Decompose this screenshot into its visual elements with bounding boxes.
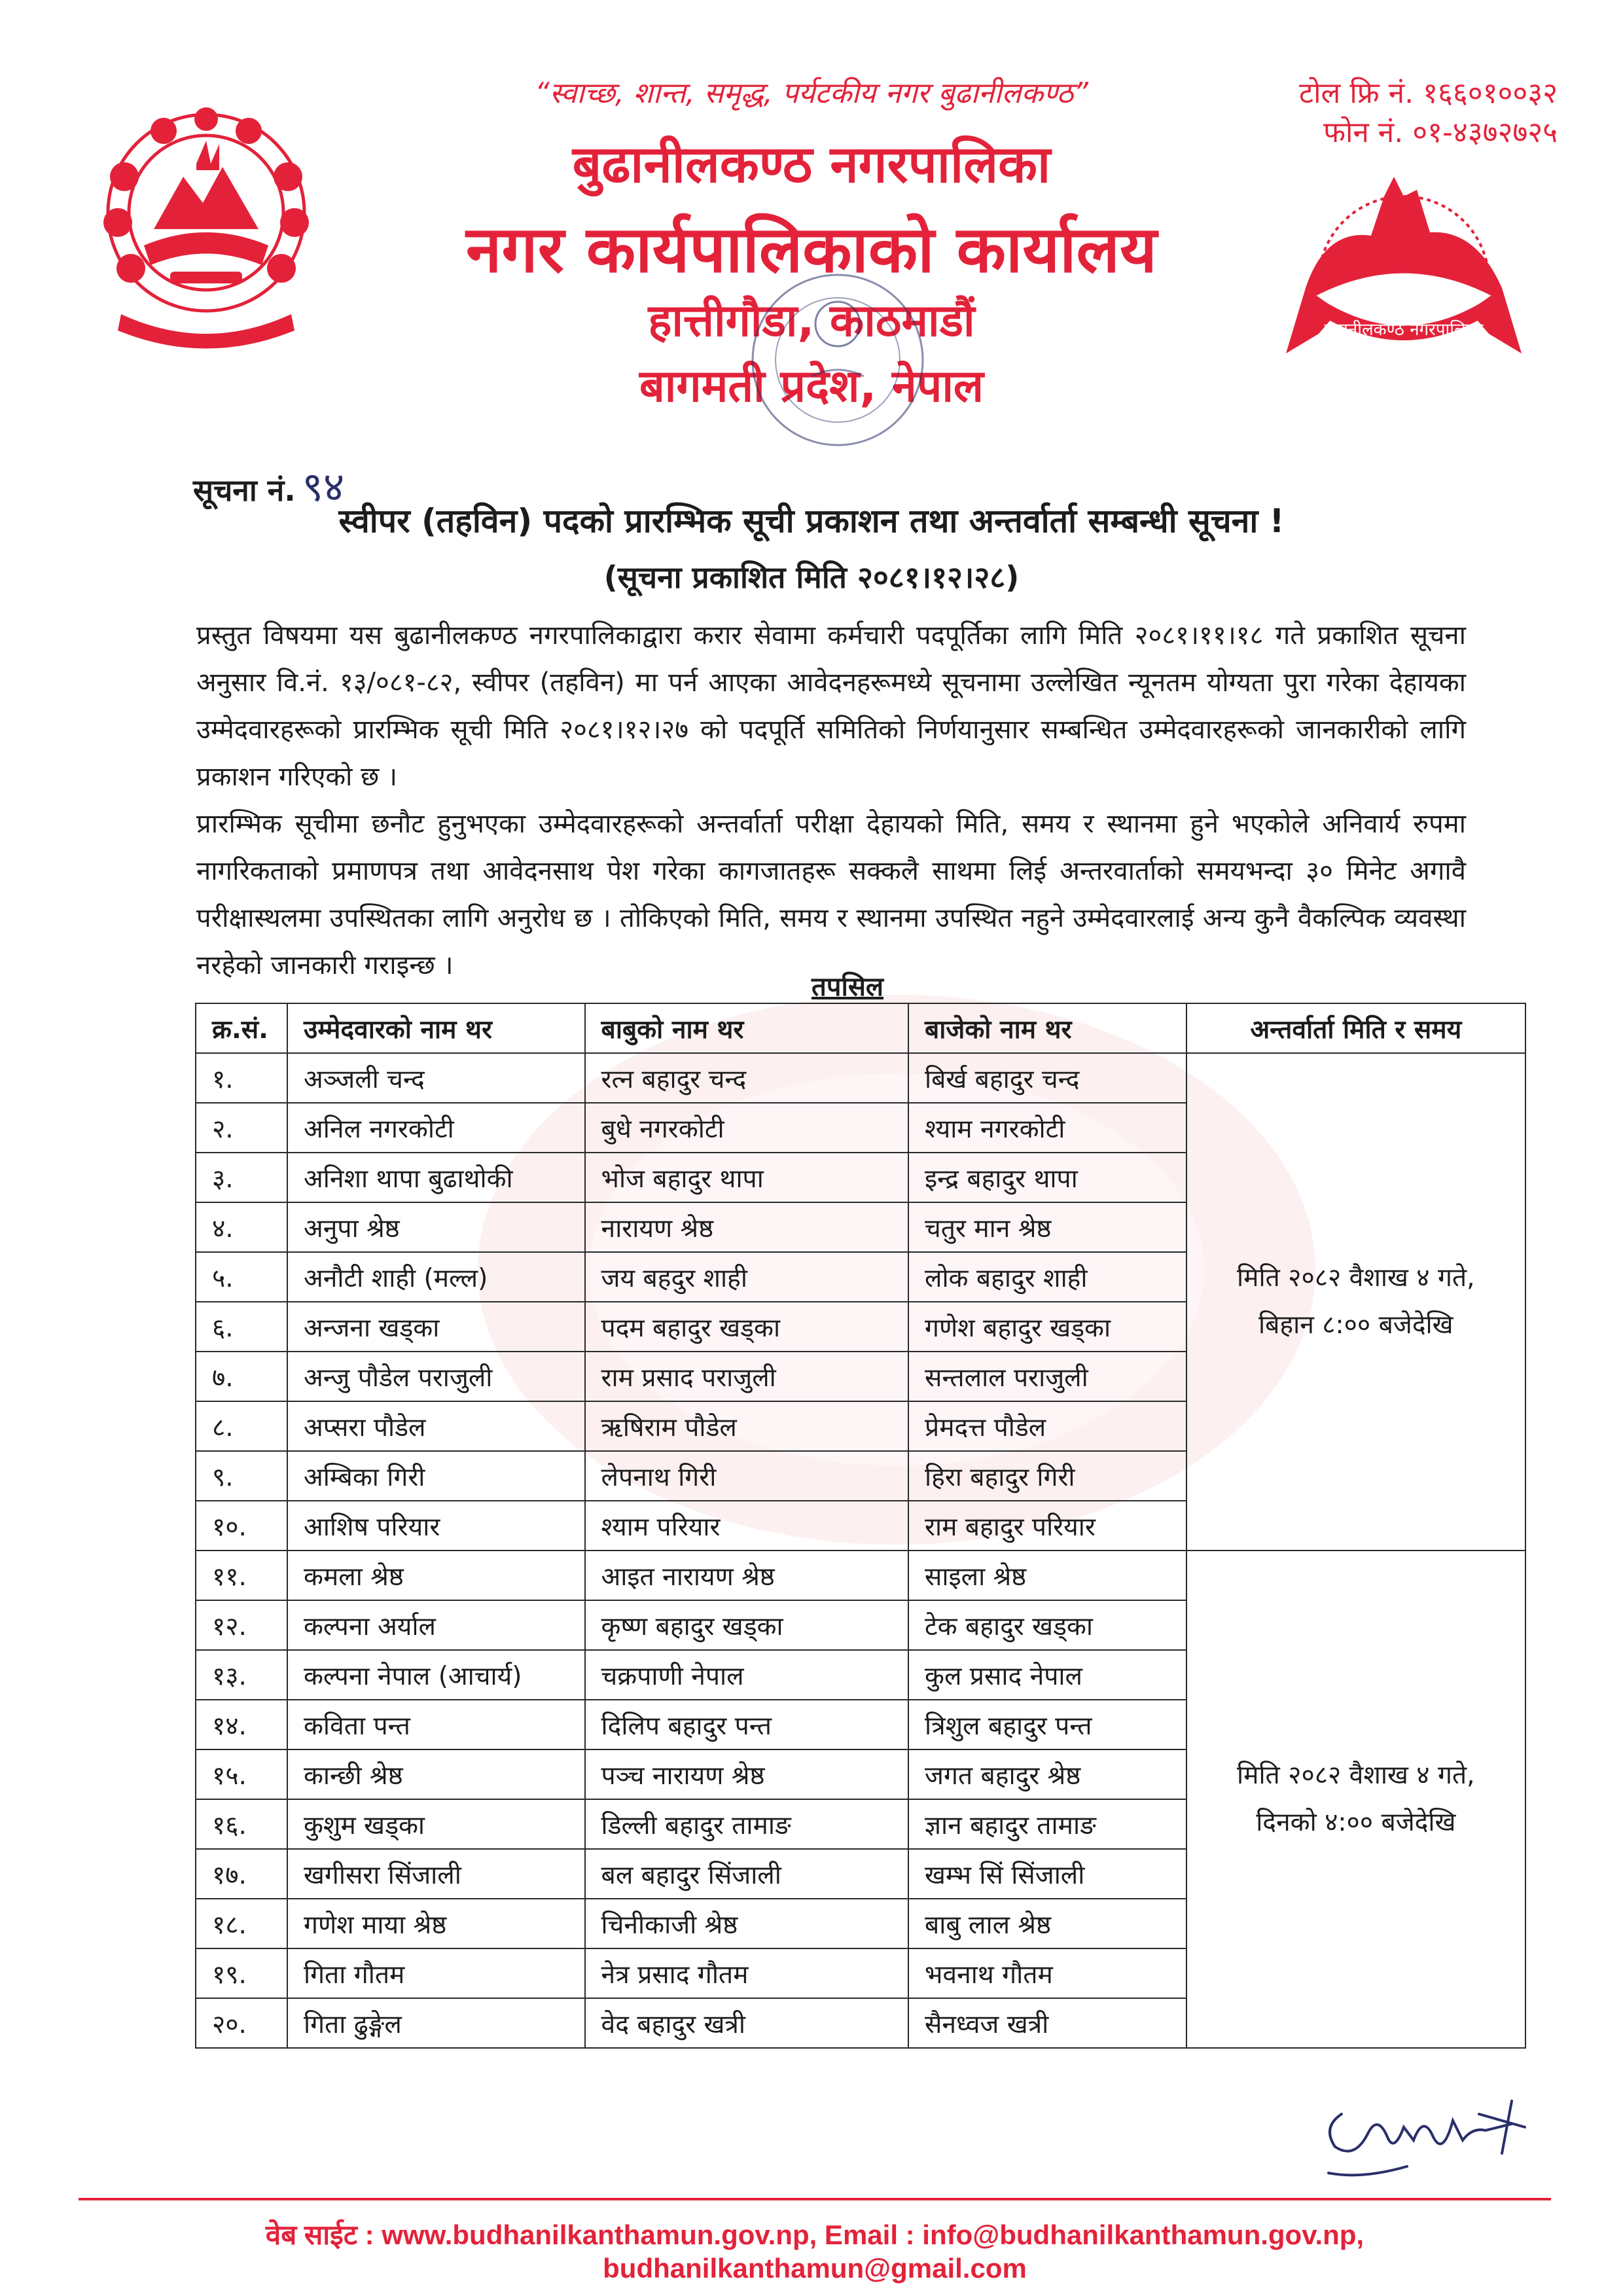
cell-grandfather-name: सैनध्वज खत्री	[908, 1998, 1186, 2048]
office-address-line1: हात्तीगौडा, काठमाडौं	[648, 295, 975, 347]
cell-grandfather-name: गणेश बहादुर खड्का	[908, 1302, 1186, 1352]
cell-grandfather-name: त्रिशुल बहादुर पन्त	[908, 1700, 1186, 1749]
cell-candidate-name: खगीसरा सिंजाली	[287, 1849, 585, 1899]
cell-interview-schedule	[1186, 1551, 1525, 2048]
municipal-slogan: “स्वाच्छ, शान्त, समृद्ध, पर्यटकीय नगर बुढानीलकण्ठ”	[535, 77, 1088, 110]
cell-candidate-name: कमला श्रेष्ठ	[287, 1551, 585, 1600]
cell-candidate-name: अन्जना खड्का	[287, 1302, 585, 1352]
cell-father-name: पञ्च नारायण श्रेष्ठ	[585, 1749, 908, 1799]
cell-candidate-name: अनुपा श्रेष्ठ	[287, 1202, 585, 1252]
cell-father-name: चक्रपाणी नेपाल	[585, 1650, 908, 1700]
cell-grandfather-name: ज्ञान बहादुर तामाङ	[908, 1799, 1186, 1849]
cell-serial: ११.	[196, 1551, 287, 1600]
cell-grandfather-name: खम्भ सिं सिंजाली	[908, 1849, 1186, 1899]
cell-candidate-name: अनौटी शाही (मल्ल)	[287, 1252, 585, 1302]
municipality-name: बुढानीलकण्ठ नगरपालिका	[572, 135, 1051, 194]
schedule-time: दिनको ४:०० बजेदेखि	[1256, 1808, 1456, 1837]
cell-interview-schedule	[1186, 1053, 1525, 1551]
cell-candidate-name: कल्पना अर्याल	[287, 1600, 585, 1650]
cell-candidate-name: कुशुम खड्का	[287, 1799, 585, 1849]
schedule-time: बिहान ८:०० बजेदेखि	[1258, 1310, 1454, 1340]
cell-father-name: चिनीकाजी श्रेष्ठ	[585, 1899, 908, 1948]
notice-body	[196, 612, 1466, 989]
header-grandfather-name: बाजेको नाम थर	[908, 1003, 1186, 1053]
cell-grandfather-name: चतुर मान श्रेष्ठ	[908, 1202, 1186, 1252]
cell-serial: ५.	[196, 1252, 287, 1302]
cell-candidate-name: अनिशा थापा बुढाथोकी	[287, 1153, 585, 1202]
cell-grandfather-name: इन्द्र बहादुर थापा	[908, 1153, 1186, 1202]
notice-number-value: ९४	[302, 463, 345, 511]
cell-father-name: बल बहादुर सिंजाली	[585, 1849, 908, 1899]
cell-serial: ४.	[196, 1202, 287, 1252]
nepal-emblem-icon	[98, 105, 314, 353]
notice-paragraph-2: प्रारम्भिक सूचीमा छनौट हुनुभएका उम्मेदवारहरूको अन्तर्वार्ता परीक्षा देहायको मिति, समय र स्थानमा हुने भएकोले अनिवार्य रुपमा नागरिकताको प्रमाणपत्र तथा आवेदनसाथ पेश गरेका कागजातहरू सक्कलै साथमा लिई अन्तरवार्ताको समयभन्दा ३० मिनेट अगावै परीक्षास्थलमा उपस्थितका लागि अनुरोध छ । तोकिएको मिति, समय र स्थानमा उपस्थित नहुने उम्मेदवारलाई अन्य कुनै वैकल्पिक व्यवस्था नरहेको जानकारी गराइन्छ ।	[196, 809, 1466, 980]
schedule-date: मिति २०८२ वैशाख ४ गते,	[1237, 1263, 1475, 1293]
right-logo-text: बुढानीलकण्ठ नगरपालिका	[1324, 320, 1484, 340]
phone-number: फोन नं. ०१-४३७२७२५	[1323, 116, 1558, 149]
table-header-row	[196, 1003, 1525, 1053]
cell-candidate-name: आशिष परियार	[287, 1501, 585, 1551]
cell-serial: १०.	[196, 1501, 287, 1551]
schedule-date: मिति २०८२ वैशाख ४ गते,	[1237, 1761, 1475, 1790]
cell-father-name: ऋषिराम पौडेल	[585, 1401, 908, 1451]
signature-icon	[1315, 2075, 1538, 2186]
cell-serial: १३.	[196, 1650, 287, 1700]
cell-grandfather-name: सन्तलाल पराजुली	[908, 1352, 1186, 1401]
header-interview-schedule: अन्तर्वार्ता मिति र समय	[1186, 1003, 1525, 1053]
cell-grandfather-name: जगत बहादुर श्रेष्ठ	[908, 1749, 1186, 1799]
cell-serial: ९.	[196, 1451, 287, 1501]
cell-serial: १९.	[196, 1948, 287, 1998]
footer-divider	[79, 2198, 1551, 2200]
cell-father-name: जय बहदुर शाही	[585, 1252, 908, 1302]
cell-father-name: डिल्ली बहादुर तामाङ	[585, 1799, 908, 1849]
header-serial: क्र.सं.	[196, 1003, 287, 1053]
cell-candidate-name: कल्पना नेपाल (आचार्य)	[287, 1650, 585, 1700]
table-row	[196, 1053, 1525, 1103]
cell-serial: १४.	[196, 1700, 287, 1749]
notice-paragraph-1: प्रस्तुत विषयमा यस बुढानीलकण्ठ नगरपालिकाद्वारा करार सेवामा कर्मचारी पदपूर्तिका लागि मिति २०८१।११।१८ गते प्रकाशित सूचना अनुसार वि.नं. १३/०८१-८२, स्वीपर (तहविन) मा पर्न आएका आवेदनहरूमध्ये सूचनामा उल्लेखित न्यूनतम योग्यता पुरा गरेका देहायका उम्मेदवारहरूको प्रारम्भिक सूची मिति २०८१।१२।२७ को पदपूर्ति समितिको निर्णयानुसार सम्बन्धित उम्मेदवारहरूको जानकारीको लागि प्रकाशन गरिएको छ ।	[196, 620, 1466, 792]
cell-grandfather-name: श्याम नगरकोटी	[908, 1103, 1186, 1153]
schedule-heading: तपसिल	[812, 972, 884, 1002]
notice-number-label: सूचना नं.	[193, 473, 296, 508]
header-candidate-name: उम्मेदवारको नाम थर	[287, 1003, 585, 1053]
cell-father-name: दिलिप बहादुर पन्त	[585, 1700, 908, 1749]
notice-published-date: (सूचना प्रकाशित मिति २०८१।१२।२८)	[603, 560, 1020, 595]
cell-serial: ८.	[196, 1401, 287, 1451]
cell-serial: २०.	[196, 1998, 287, 2048]
cell-serial: ३.	[196, 1153, 287, 1202]
notice-title: स्वीपर (तहविन) पदको प्रारम्भिक सूची प्रकाशन तथा अन्तर्वार्ता सम्बन्धी सूचना !	[338, 502, 1285, 540]
cell-father-name: नेत्र प्रसाद गौतम	[585, 1948, 908, 1998]
cell-father-name: नारायण श्रेष्ठ	[585, 1202, 908, 1252]
cell-serial: १२.	[196, 1600, 287, 1650]
cell-serial: १७.	[196, 1849, 287, 1899]
office-seal-stamp-icon	[733, 262, 942, 458]
cell-candidate-name: कान्छी श्रेष्ठ	[287, 1749, 585, 1799]
cell-father-name: राम प्रसाद पराजुली	[585, 1352, 908, 1401]
table-body	[196, 1053, 1525, 2048]
cell-grandfather-name: हिरा बहादुर गिरी	[908, 1451, 1186, 1501]
cell-father-name: रत्न बहादुर चन्द	[585, 1053, 908, 1103]
cell-serial: १६.	[196, 1799, 287, 1849]
toll-free-number: टोल फ्रि नं. १६६०१००३२	[1298, 77, 1558, 110]
cell-serial: १५.	[196, 1749, 287, 1799]
cell-serial: १.	[196, 1053, 287, 1103]
cell-father-name: लेपनाथ गिरी	[585, 1451, 908, 1501]
cell-grandfather-name: प्रेमदत्त पौडेल	[908, 1401, 1186, 1451]
candidate-table	[195, 1003, 1526, 2049]
cell-father-name: पदम बहादुर खड्का	[585, 1302, 908, 1352]
table-row	[196, 1551, 1525, 1600]
cell-father-name: आइत नारायण श्रेष्ठ	[585, 1551, 908, 1600]
office-address-line2: बागमती प्रदेश, नेपाल	[639, 361, 984, 412]
cell-grandfather-name: लोक बहादुर शाही	[908, 1252, 1186, 1302]
office-name: नगर कार्यपालिकाको कार्यालय	[466, 213, 1157, 287]
cell-candidate-name: अनिल नगरकोटी	[287, 1103, 585, 1153]
cell-father-name: वेद बहादुर खत्री	[585, 1998, 908, 2048]
cell-serial: ६.	[196, 1302, 287, 1352]
municipality-logo-icon	[1279, 157, 1528, 360]
cell-candidate-name: गणेश माया श्रेष्ठ	[287, 1899, 585, 1948]
cell-father-name: बुधे नगरकोटी	[585, 1103, 908, 1153]
cell-father-name: कृष्ण बहादुर खड्का	[585, 1600, 908, 1650]
cell-candidate-name: गिता गौतम	[287, 1948, 585, 1998]
cell-grandfather-name: साइला श्रेष्ठ	[908, 1551, 1186, 1600]
cell-candidate-name: अप्सरा पौडेल	[287, 1401, 585, 1451]
cell-serial: १८.	[196, 1899, 287, 1948]
cell-grandfather-name: टेक बहादुर खड्का	[908, 1600, 1186, 1650]
cell-candidate-name: कविता पन्त	[287, 1700, 585, 1749]
cell-grandfather-name: भवनाथ गौतम	[908, 1948, 1186, 1998]
cell-grandfather-name: बाबु लाल श्रेष्ठ	[908, 1899, 1186, 1948]
cell-grandfather-name: बिर्ख बहादुर चन्द	[908, 1053, 1186, 1103]
cell-serial: ७.	[196, 1352, 287, 1401]
cell-father-name: श्याम परियार	[585, 1501, 908, 1551]
cell-candidate-name: अञ्जली चन्द	[287, 1053, 585, 1103]
cell-candidate-name: गिता ढुङ्गेल	[287, 1998, 585, 2048]
cell-candidate-name: अम्बिका गिरी	[287, 1451, 585, 1501]
cell-serial: २.	[196, 1103, 287, 1153]
cell-grandfather-name: राम बहादुर परियार	[908, 1501, 1186, 1551]
cell-candidate-name: अन्जु पौडेल पराजुली	[287, 1352, 585, 1401]
cell-father-name: भोज बहादुर थापा	[585, 1153, 908, 1202]
cell-grandfather-name: कुल प्रसाद नेपाल	[908, 1650, 1186, 1700]
header-father-name: बाबुको नाम थर	[585, 1003, 908, 1053]
footer-contact: वेब साईट : www.budhanilkanthamun.gov.np, Email : info@budhanilkanthamun.gov.np, budhanilkanthamun@gmail.com	[265, 2219, 1364, 2284]
